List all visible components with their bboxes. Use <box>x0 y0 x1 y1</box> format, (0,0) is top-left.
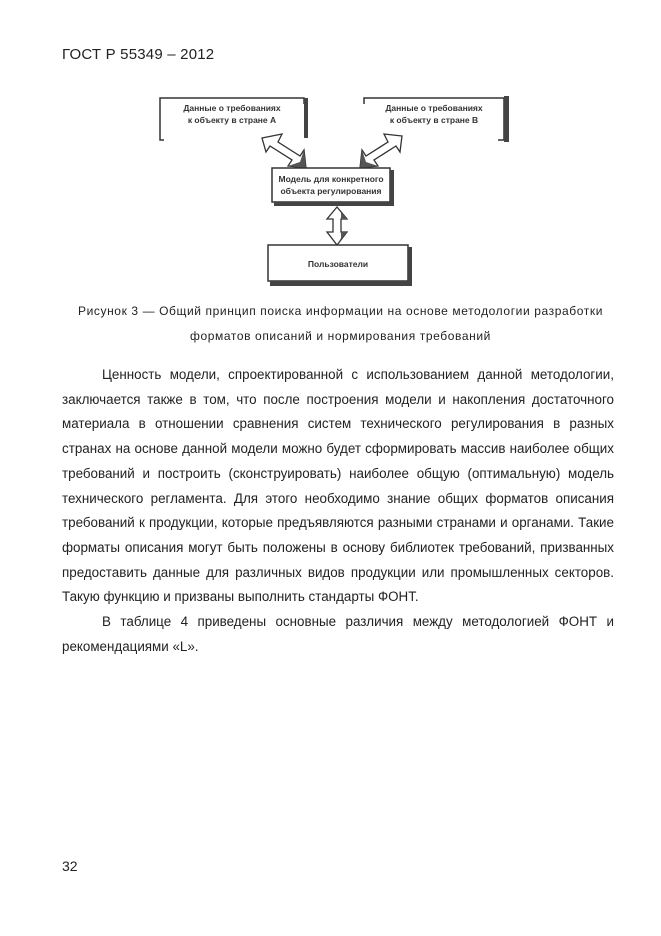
arrow-model-to-users <box>327 207 347 245</box>
box-model-line2: объекта регулирования <box>280 186 382 196</box>
box-a-line1: Данные о требованиях <box>183 103 281 113</box>
figure-caption-line1: Рисунок 3 — Общий принцип поиска информации на основе методологии разработки <box>77 304 604 318</box>
arrow-a-to-model <box>262 134 306 168</box>
box-users-label: Пользователи <box>307 259 369 269</box>
box-model <box>272 168 394 206</box>
box-b-line2: к объекту в стране В <box>389 115 479 125</box>
box-a-line2: к объекту в стране А <box>187 115 277 125</box>
body-text <box>62 363 614 659</box>
box-users <box>268 245 412 286</box>
paragraph-2: В таблице 4 приведены основные различия между методологией ФОНТ и рекомендациями «L». <box>62 614 614 654</box>
figure-caption-line2: форматов описаний и нормирования требований <box>190 329 491 343</box>
document-header: ГОСТ Р 55349 – 2012 <box>62 46 215 63</box>
page-number: 32 <box>62 858 78 874</box>
diagram-figure <box>0 0 661 300</box>
box-model-line1: Модель для конкретного <box>278 174 384 184</box>
paragraph-1: Ценность модели, спроектированной с использованием данной методологии, заключается также в том, что после построения модели и накопления достаточного материала в отношении сравнения систем технического регулирования в разных странах на основе данной модели можно будет сформировать массив наиболее общих требований и построить (сконструировать) наиболее общую (оптимальную) модель технического регламента. Для этого необходимо знание общих форматов описания требований к продукции, которые предъявляются разными странами и органами. Такие форматы описания могут быть положены в основу библиотек требований, призванных предоставить данные для различных видов продукции или промышленных секторов. Такую функцию и призваны выполнить стандарты ФОНТ. <box>62 367 614 605</box>
box-b-line1: Данные о требованиях <box>385 103 483 113</box>
arrow-b-to-model <box>360 134 402 168</box>
box-country-a <box>160 98 308 140</box>
